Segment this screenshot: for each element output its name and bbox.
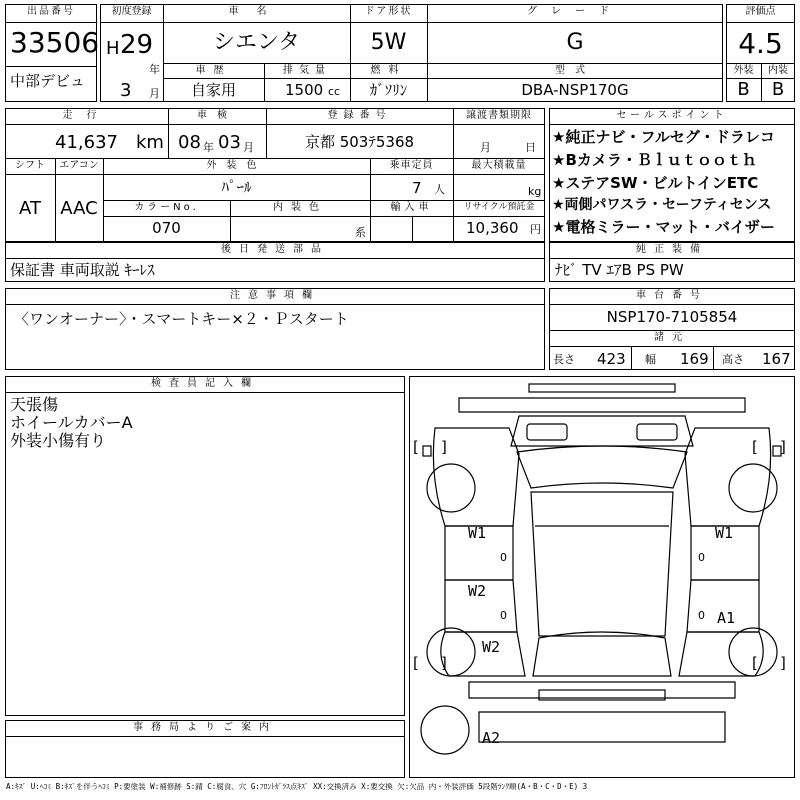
era: H <box>106 38 120 59</box>
month: 3 <box>120 80 132 101</box>
zero-left-1: 0 <box>500 551 507 564</box>
model: DBA-NSP170G <box>521 81 629 99</box>
score-label: 評価点 <box>745 6 776 17</box>
import-label: 輸入車 <box>390 202 433 213</box>
front-fascia <box>459 398 745 412</box>
recycle-unit: 円 <box>530 223 541 236</box>
bracket-left-open: [ <box>413 438 419 456</box>
bracket-right-close: ] <box>780 438 786 456</box>
hood <box>511 416 693 446</box>
first-reg-label: 初度登録 <box>111 6 152 17</box>
mark-left-rear-fender: W2 <box>482 638 501 656</box>
ext-color: ﾊﾟｰﾙ <box>221 178 252 196</box>
max-load-unit: kg <box>528 185 542 198</box>
year-unit: 年 <box>149 63 160 76</box>
inspection-label: 車検 <box>197 110 237 121</box>
width-label: 幅 <box>645 353 656 366</box>
mark-left-rear-door: W2 <box>468 582 487 600</box>
car-name: シエンタ <box>212 30 301 55</box>
grade: G <box>566 30 584 55</box>
bracket-left-lower-close: ] <box>441 654 447 672</box>
mileage: 41,637 <box>55 132 118 153</box>
sales-point-2: ★Bカメラ・Ｂｌｕｔｏｏｔｈ <box>552 151 757 169</box>
office-label: 事務局よりご案内 <box>133 722 277 733</box>
inspector-line-3: 外装小傷有り <box>10 431 107 450</box>
mark-left-front-door: W1 <box>468 524 487 542</box>
notes-label: 注意事項欄 <box>230 290 320 301</box>
reg-no: 京都 503ﾃ5368 <box>304 133 415 151</box>
ext-label: 外装 <box>733 65 754 76</box>
rear-left-wheel <box>427 628 475 676</box>
bracket-right-open: [ <box>752 438 758 456</box>
inspection-month: 03 <box>218 132 241 153</box>
mileage-unit: km <box>136 132 164 153</box>
legend: A:ｷｽﾞ U:ﾍｺﾐ B:ｷｽﾞを伴うﾍｺﾐ P:要塗装 W:補修跡 S:錆 C:腐食、穴 G:ﾌﾛﾝﾄｶﾞﾗｽ点ｷｽﾞ XX:交換済み X:要交換 欠:欠品 内・外装評価 5段階ﾗﾝｸ順(A・B・C・D・E) 3 <box>6 783 588 791</box>
width: 169 <box>680 350 709 368</box>
model-label: 型式 <box>555 65 595 76</box>
dims-label: 諸元 <box>654 332 690 343</box>
car-diagram <box>409 376 795 778</box>
int-color-unit: 系 <box>355 226 366 239</box>
transfer-day-unit: 日 <box>525 141 536 154</box>
mark-tailgate: A2 <box>482 729 501 747</box>
lot-number-label: 出品番号 <box>27 6 75 17</box>
chassis-number: NSP170-7105854 <box>606 308 738 326</box>
front-grille-right <box>637 424 677 440</box>
displacement-unit: cc <box>328 85 341 98</box>
displacement: 1500 <box>285 81 324 99</box>
zero-right-2: 0 <box>698 609 705 622</box>
shift: AT <box>19 198 41 219</box>
zero-right-1: 0 <box>698 551 705 564</box>
month-unit: 月 <box>149 87 160 100</box>
shift-label: シフト <box>15 160 45 171</box>
inspection-month-unit: 月 <box>243 141 254 154</box>
bracket-right-lower-open: [ <box>752 654 758 672</box>
mark-right-front-door: W1 <box>715 524 734 542</box>
sales-points-label: セールスポイント <box>616 110 728 121</box>
sales-point-5: ★電格ミラー・マット・バイザー <box>552 218 775 236</box>
inspector-line-2: ホイールカバーA <box>10 413 133 432</box>
notes: 〈ワンオーナー〉・スマートキー×２・Ｐスタート <box>14 310 349 328</box>
sales-point-3: ★ステアSW・ビルトインETC <box>552 174 759 192</box>
height-label: 高さ <box>722 353 744 366</box>
color-no-label: カラーNo. <box>134 202 199 213</box>
mileage-label: 走行 <box>62 110 111 121</box>
vehicle-info-box <box>5 108 545 242</box>
mark-right-rear-door: A1 <box>717 609 736 627</box>
left-mirror <box>423 446 431 456</box>
inspector-line-1: 天張傷 <box>10 395 59 414</box>
length: 423 <box>597 350 626 368</box>
front-grille-left <box>527 424 567 440</box>
int-color-label: 内装色 <box>273 202 327 213</box>
later-parts-label: 後日発送部品 <box>221 244 329 255</box>
capacity-unit: 人 <box>434 183 445 196</box>
door-type: 5W <box>370 30 407 55</box>
max-load-label: 最大積載量 <box>471 160 527 171</box>
fuel-label: 燃料 <box>370 65 407 76</box>
later-parts: 保証書 車両取説 ｷｰﾚｽ <box>10 261 155 279</box>
history: 自家用 <box>190 81 236 99</box>
lot-number: 33506 <box>10 26 100 59</box>
front-right-wheel <box>729 464 777 512</box>
door-label: ドア形状 <box>364 6 413 17</box>
bracket-left-lower-open: [ <box>413 654 419 672</box>
front-bumper <box>529 384 675 392</box>
inspector-label: 検査員記入欄 <box>151 378 259 389</box>
ext-grade: B <box>737 79 750 100</box>
length-label: 長さ <box>553 353 575 366</box>
front-left-wheel <box>427 464 475 512</box>
sales-point-1: ★純正ナビ・フルセグ・ドラレコ <box>552 128 775 146</box>
transfer-month-unit: 月 <box>480 141 491 154</box>
transfer-label: 譲渡書類期限 <box>466 110 532 121</box>
reg-no-label: 登録番号 <box>327 110 392 121</box>
capacity-label: 乗車定員 <box>389 160 434 171</box>
windshield <box>517 446 687 488</box>
right-rear-fender <box>679 632 763 676</box>
inspection-year-unit: 年 <box>203 141 214 154</box>
roof <box>531 492 673 636</box>
rear-window <box>533 632 671 676</box>
recycle-deposit: 10,360 <box>466 219 519 237</box>
lot-sub: 中部デビュ <box>10 72 86 90</box>
grade-label: グレード <box>527 6 623 17</box>
sales-point-4: ★両側パワスラ・セーフティセンス <box>552 197 772 213</box>
bracket-right-lower-close: ] <box>780 654 786 672</box>
ac-label: エアコン <box>59 160 99 171</box>
equipment: ﾅﾋﾞ TV ｴｱB PS PW <box>555 261 684 279</box>
car-name-label: 車名 <box>228 6 285 17</box>
zero-left-2: 0 <box>500 609 507 622</box>
tailgate <box>479 712 725 742</box>
displacement-label: 排気量 <box>283 65 331 76</box>
chassis-label: 車台番号 <box>636 290 708 301</box>
ext-color-label: 外装色 <box>206 160 267 171</box>
inspection-year: 08 <box>178 132 201 153</box>
height: 167 <box>762 350 791 368</box>
equipment-label: 純正装備 <box>636 244 708 255</box>
capacity: 7 <box>412 179 422 197</box>
recycle-label: リサイクル預託金 <box>463 202 535 212</box>
score: 4.5 <box>738 27 783 60</box>
year: 29 <box>120 30 154 60</box>
int-label: 内装 <box>768 65 788 76</box>
bracket-left-close: ] <box>441 438 447 456</box>
history-label: 車歴 <box>195 65 232 76</box>
spare-wheel <box>421 706 469 754</box>
int-grade: B <box>771 79 785 100</box>
ac: AAC <box>60 198 98 219</box>
color-no: 070 <box>152 219 181 237</box>
fuel: ｶﾞｿﾘﾝ <box>369 81 408 99</box>
